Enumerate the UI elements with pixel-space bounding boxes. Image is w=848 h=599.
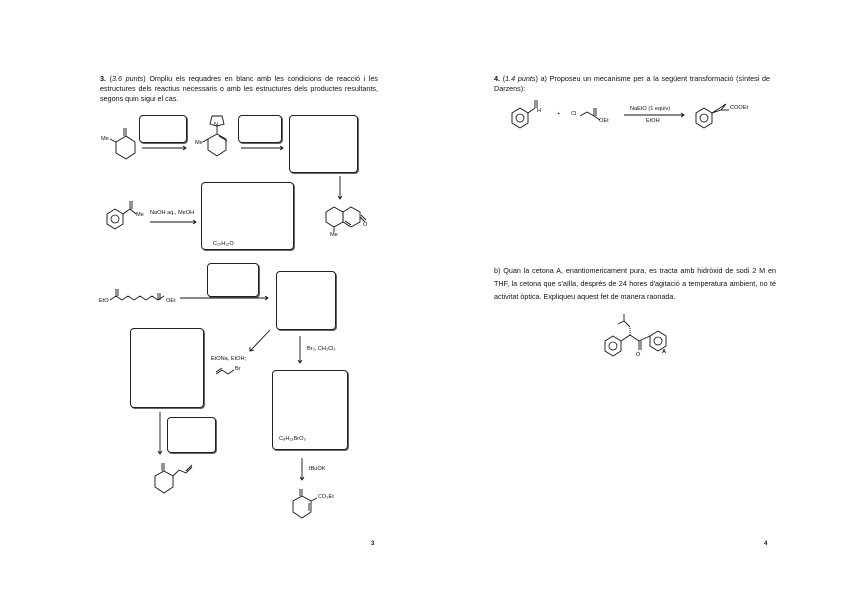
label-oet: OEt <box>166 298 176 304</box>
right-page <box>424 0 848 599</box>
diester-structure <box>110 289 164 300</box>
label-compound-a: A <box>662 349 667 355</box>
allyl-cyclohexanone-structure <box>155 463 192 493</box>
label-cooet: COOEt <box>730 105 749 111</box>
cyclohexenone-ester-structure <box>293 489 317 518</box>
question-3-points: 3.6 punts <box>112 74 144 83</box>
epoxide-structure <box>696 104 729 128</box>
br2-conditions: Br₂, CH₂Cl₂ <box>307 346 336 352</box>
label-me-3: Me <box>330 232 338 238</box>
label-oet-reagent: OEt <box>599 118 609 124</box>
label-eto: EtO <box>99 298 109 304</box>
formula-c10h12o: C₁₀H₁₂O <box>213 241 234 247</box>
etona-conditions: EtONa, EtOH; <box>211 356 247 362</box>
methylcyclohexanone-structure <box>110 128 135 159</box>
bicyclic-enone-structure <box>326 207 366 232</box>
question-4a-instructions: a) Proposeu un mecanisme per a la següent transformació (síntesi de Darzens): <box>494 74 770 93</box>
question-4-number: 4. <box>494 74 500 83</box>
label-cl: Cl <box>571 111 577 117</box>
label-br-allyl: Br <box>235 366 241 372</box>
page-number-right: 4 <box>764 541 768 547</box>
question-4-points: 1.4 punts <box>505 74 536 83</box>
page-number-left: 3 <box>371 541 375 547</box>
tbuok-conditions: tBuOK <box>309 466 326 472</box>
naoh-conditions: NaOH aq., MeOH <box>150 210 195 216</box>
chloroacetate-structure <box>580 108 600 120</box>
benzaldehyde-structure <box>512 100 537 128</box>
label-co2et: CO₂Et <box>318 494 334 500</box>
label-plus: + <box>557 111 561 117</box>
label-me-4: Me <box>136 212 144 218</box>
question-3-text: 3. (3.6 punts) Ompliu els requadres en blanc amb les condicions de reacció i les estructures dels reactius necessaris o amb les estructures dels productes resultants, segons quin sigui el cas. <box>100 74 379 103</box>
question-3-instructions: Ompliu els requadres en blanc amb les condicions de reacció i les estructures dels reactius necessaris o amb les estructures dels productes resultants, segons quin sigui el cas. <box>100 74 379 103</box>
ketone-A-structure <box>605 314 666 356</box>
label-me-1: Me <box>101 136 109 142</box>
question-4b-instructions: b) Quan la cetona A, enantiomericament pura, es tracta amb hidròxid de sodi 2 M en THF, la cetona que s'aïlla, després de 24 hores d'agitació a temperatura ambient, no té activitat òptica. Expliqueu aquest fet de manera raonada. <box>494 266 776 301</box>
question-3-number: 3. <box>100 74 106 83</box>
question-4a-text: 4. (1.4 punts) a) Proposeu un mecanisme per a la següent transformació (síntesi de Darzens): <box>494 74 770 93</box>
label-n: N <box>214 122 219 128</box>
label-me-2: Me <box>195 140 203 146</box>
reagent-top: NaEtO (1 equiv) <box>630 106 671 112</box>
formula-c8h13bro3: C₈H₁₃BrO₃ <box>279 436 306 442</box>
acetophenone-structure <box>107 201 136 229</box>
reagent-bottom: EtOH <box>646 118 660 124</box>
question-4b-text <box>494 264 776 303</box>
label-h: H <box>537 108 542 114</box>
label-o-enone: O <box>363 222 368 228</box>
label-o-ketone: O <box>636 352 641 358</box>
